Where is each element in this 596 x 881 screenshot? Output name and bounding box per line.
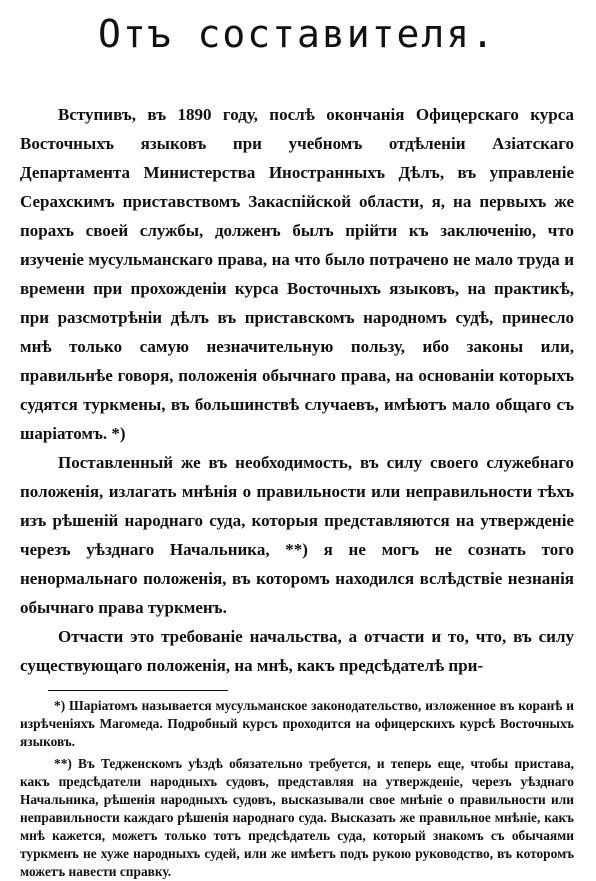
- footnote-1: *) Шаріатомъ называется мусульманское законодательство, изложенное въ коранѣ и изрѣченіяхъ Магомеда. Подробный курсъ проходится на офицерскихъ курсѣ Восточныхъ языковъ.: [20, 698, 574, 749]
- paragraph-2: Поставленный же въ необходимость, въ силу своего служебнаго положенія, излагать мнѣнія о правильности или неправильности тѣхъ изъ рѣшеній народнаго суда, которыя представляются на утвержденіе черезъ уѣзднаго Начальника, **) я не могъ не сознать того ненормальнаго положенія, въ которомъ находился вслѣдствіе незнанія обычнаго права туркменъ.: [20, 453, 574, 617]
- page-title: Отъ составителя.: [97, 12, 497, 56]
- paragraph-1: Вступивъ, въ 1890 году, послѣ окончанія Офицерскаго курса Восточныхъ языковъ при учебномъ отдѣленіи Азіатскаго Департамента Министерства Иностранныхъ Дѣлъ, въ управленіе Серахскимъ приставствомъ Закаспійской области, я, на первыхъ же порахъ своей службы, долженъ былъ прійти къ заключенію, что изученіе мусульманскаго права, на что было потрачено не мало труда и времени при прохожденіи курса Восточныхъ языковъ, на практикѣ, при разсмотрѣніи дѣлъ въ приставскомъ народномъ судѣ, принесло мнѣ только самую незначительную пользу, ибо законы или, правильнѣе говоря, положенія обычнаго права, на основаніи которыхъ судятся туркмены, въ большинствѣ случаевъ, имѣютъ мало общаго съ шаріатомъ. *): [20, 105, 574, 443]
- main-text: [20, 100, 574, 680]
- footnote-divider: [48, 690, 228, 691]
- footnotes: [20, 697, 574, 881]
- paragraph-3: Отчасти это требованіе начальства, а отчасти и то, что, въ силу существующаго положенія, на мнѣ, какъ предсѣдателѣ при-: [20, 627, 574, 675]
- footnote-2: **) Въ Тедженскомъ уѣздѣ обязательно требуется, и теперь еще, чтобы пристава, какъ предсѣдатели народныхъ судовъ, представляя на утвержденіе, черезъ уѣзднаго Начальника, рѣшенія народныхъ судовъ, высказывали свое мнѣніе о правильности или неправильности каждаго рѣшенія народнаго суда. Высказать же правильное мнѣніе, какъ мнѣ кажется, можетъ только тотъ предсѣдатель суда, который знакомъ съ обычаями туркменъ не хуже народныхъ судей, или же имѣетъ подъ рукою руководство, въ которомъ можетъ навести справку.: [20, 756, 574, 879]
